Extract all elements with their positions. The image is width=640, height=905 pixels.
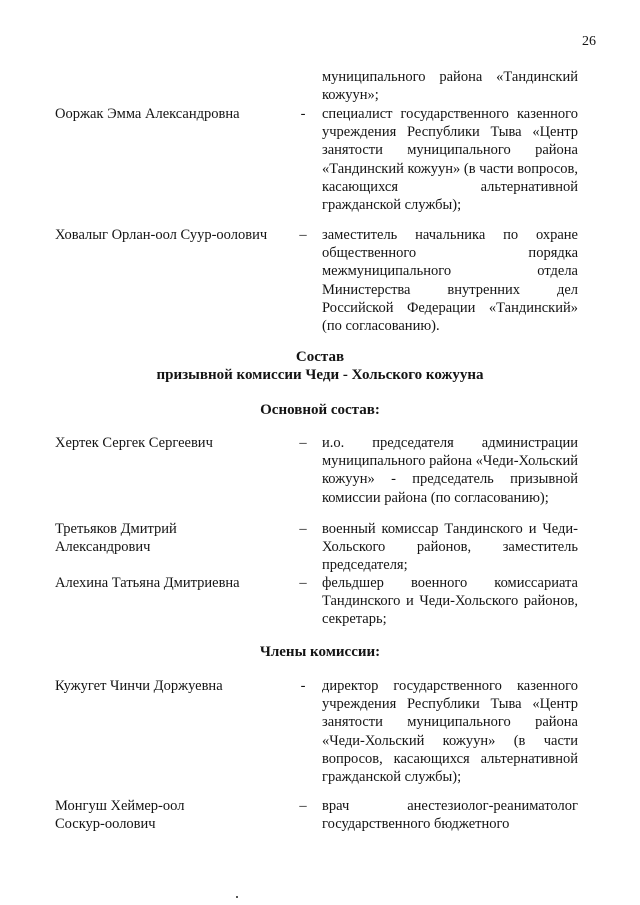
- dash-separator: –: [299, 521, 307, 537]
- position-description: военный комиссар Тандинского и Чеди-Хольского районов, заместитель председателя;: [322, 521, 578, 574]
- scan-speck: [236, 896, 238, 898]
- dash-separator: –: [299, 798, 307, 814]
- position-description: врач анестезиолог-реаниматолог государственного бюджетного: [322, 798, 578, 833]
- person-name: Кужугет Чинчи Доржуевна: [55, 678, 223, 694]
- position-description: фельдшер военного комиссариата Тандинского и Чеди-Хольского районов, секретарь;: [322, 575, 578, 628]
- person-name: Третьяков Дмитрий Александрович: [55, 521, 177, 555]
- section-subtitle: призывной комиссии Чеди - Хольского кожууна: [156, 367, 484, 383]
- person-name: Монгуш Хеймер-оол Соскур-оолович: [55, 798, 185, 832]
- continuation-text: муниципального района «Тандинский кожуун»;: [322, 69, 578, 104]
- dash-separator: -: [300, 678, 306, 694]
- position-description: и.о. председателя администрации муниципального района «Чеди-Хольский кожуун» - председатель призывной комиссии района (по согласованию);: [322, 435, 578, 506]
- person-name: Хертек Сергек Сергеевич: [55, 435, 213, 451]
- members-heading: Члены комиссии:: [259, 644, 381, 660]
- position-description: директор государственного казенного учреждения Республики Тыва «Центр занятости муниципального района «Чеди-Хольский кожуун» (в части вопросов, касающихся альтернативной гражданской службы);: [322, 678, 578, 786]
- dash-separator: –: [299, 227, 307, 243]
- page-number: 26: [582, 34, 596, 49]
- position-description: специалист государственного казенного учреждения Республики Тыва «Центр занятости муниципального района «Тандинский кожуун» (в части вопросов, касающихся альтернативной гражданской службы);: [322, 106, 578, 214]
- person-name: Ховалыг Орлан-оол Суур-оолович: [55, 227, 268, 243]
- dash-separator: -: [300, 106, 306, 122]
- person-name: Алехина Татьяна Дмитриевна: [55, 575, 240, 591]
- person-name: Ооржак Эмма Александровна: [55, 106, 240, 122]
- dash-separator: –: [299, 435, 307, 451]
- main-composition-heading: Основной состав:: [260, 402, 380, 418]
- position-description: заместитель начальника по охране общественного порядка межмуниципального отдела Министерства внутренних дел Российской Федерации «Тандинский» (по согласованию).: [322, 227, 578, 335]
- dash-separator: –: [299, 575, 307, 591]
- section-title: Состав: [295, 349, 345, 365]
